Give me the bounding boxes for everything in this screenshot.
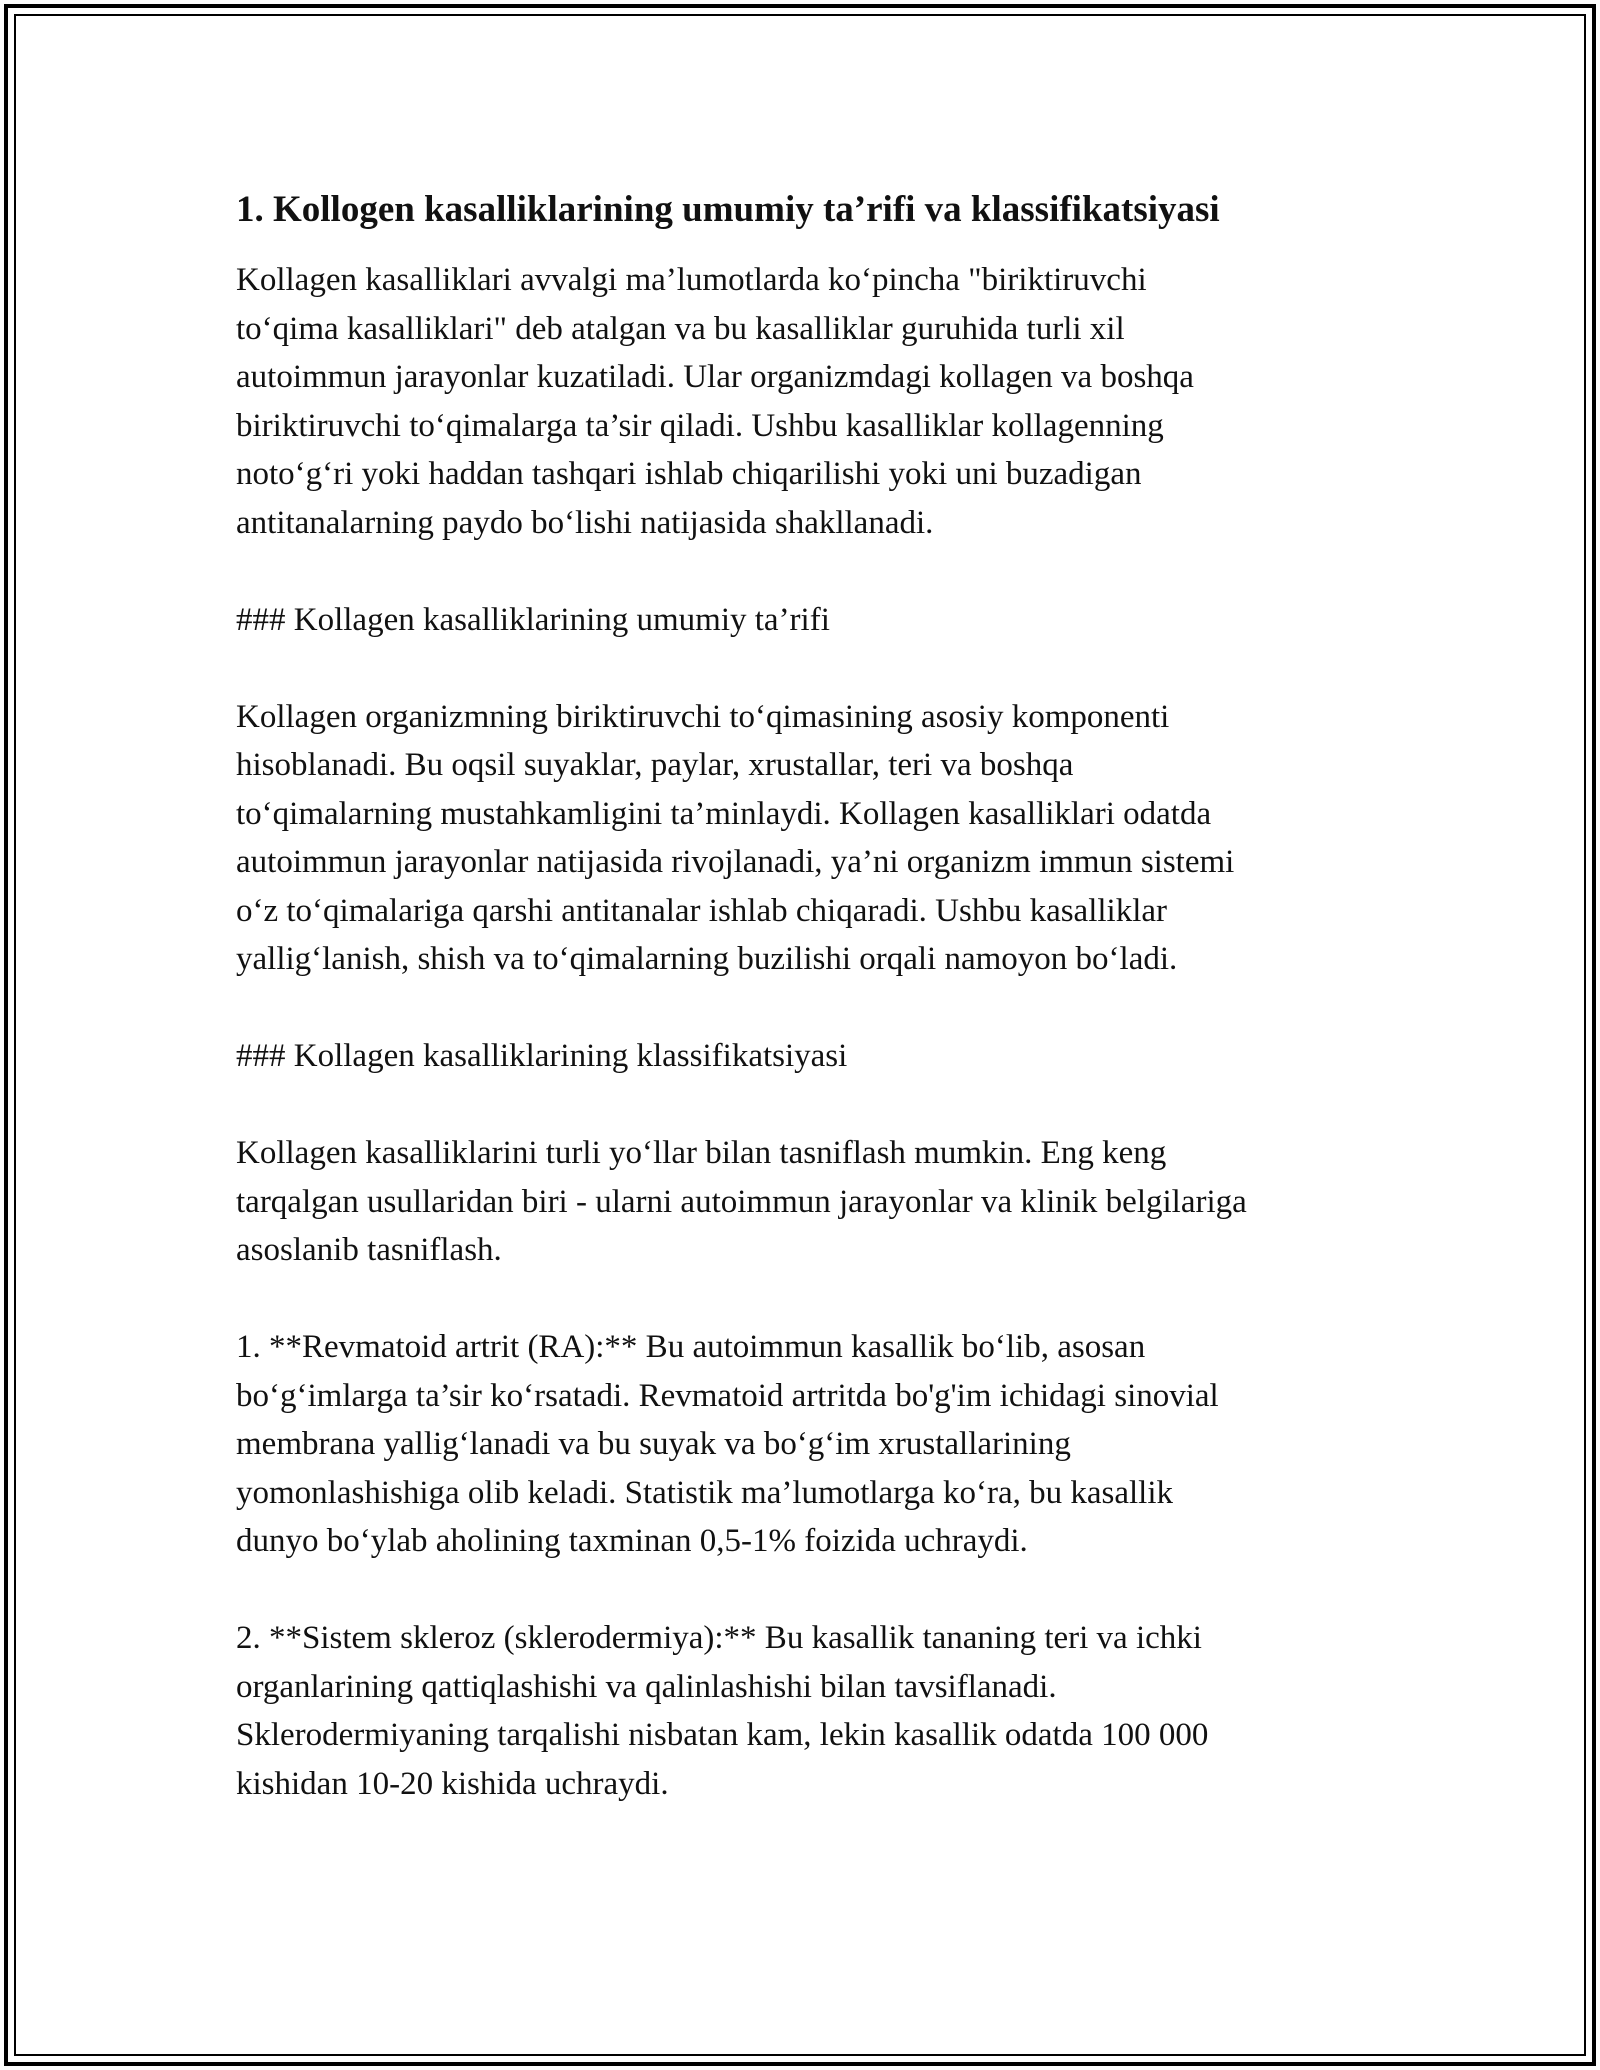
text-line: o‘z to‘qimalariga qarshi antitanalar ishlab chiqaradi. Ushbu kasalliklar [236,892,1168,929]
document-page [236,186,1376,1808]
text-line: ### Kollagen kasalliklarining klassifikatsiyasi [236,1038,848,1074]
list-item-systemic-sclerosis [236,1614,1376,1808]
text-line: bo‘g‘imlarga ta’sir ko‘rsatadi. Revmatoid artritda bo'g'im ichidagi sinovial [236,1377,1219,1414]
text-line: noto‘g‘ri yoki haddan tashqari ishlab chiqarilishi yoki uni buzadigan [236,456,1142,492]
text-line: dunyo bo‘ylab aholining taxminan 0,5-1% foizida uchraydi. [236,1523,1028,1559]
text-line: membrana yallig‘lanadi va bu suyak va bo‘g‘im xrustallarining [236,1426,1071,1462]
text-line: Kollagen organizmning biriktiruvchi to‘qimasining asosiy komponenti [236,698,1170,735]
paragraph-gap [236,1275,1376,1324]
text-line: kishidan 10-20 kishida uchraydi. [236,1765,669,1802]
text-line: Kollagen kasalliklarini turli yo‘llar bilan tasniflash mumkin. Eng keng [236,1135,1167,1171]
text-line: asoslanib tasniflash. [236,1232,502,1268]
text-line: ### Kollagen kasalliklarining umumiy ta’rifi [236,601,830,638]
text-line: hisoblanadi. Bu oqsil suyaklar, paylar, xrustallar, teri va boshqa [236,747,1074,783]
text-line: yallig‘lanish, shish va to‘qimalarning buzilishi orqali namoyon bo‘ladi. [236,941,1178,977]
text-line: autoimmun jarayonlar kuzatiladi. Ular organizmdagi kollagen va boshqa [236,359,1194,395]
text-line: autoimmun jarayonlar natijasida rivojlanadi, ya’ni organizm immun sistemi [236,844,1235,880]
text-line: 1. **Revmatoid artrit (RA):** Bu autoimmun kasallik bo‘lib, asosan [236,1329,1146,1365]
text-line: Sklerodermiyaning tarqalishi nisbatan kam, lekin kasallik odatda 100 000 [236,1717,1209,1753]
text-line: yomonlashishiga olib keladi. Statistik ma’lumotlarga ko‘ra, bu kasallik [236,1474,1173,1511]
classification-paragraph [236,1129,1376,1275]
text-line: organlarining qattiqlashishi va qalinlashishi bilan tavsiflanadi. [236,1668,1057,1705]
paragraph-gap [236,644,1376,693]
paragraph-gap [236,984,1376,1033]
paragraph-gap [236,547,1376,596]
intro-paragraph [236,256,1376,547]
text-line: tarqalgan usullaridan biri - ularni autoimmun jarayonlar va klinik belgilariga [236,1183,1247,1220]
text-line: to‘qimalarning mustahkamligini ta’minlaydi. Kollagen kasalliklari odatda [236,795,1212,832]
text-line: biriktiruvchi to‘qimalarga ta’sir qiladi. Ushbu kasalliklar kollagenning [236,407,1164,444]
text-line: Kollagen kasalliklari avvalgi ma’lumotlarda ko‘pincha "biriktiruvchi [236,262,1147,298]
section-heading-definition [236,596,1376,645]
text-line: to‘qima kasalliklari" deb atalgan va bu kasalliklar guruhida turli xil [236,310,1125,347]
document-title: 1. Kollogen kasalliklarining umumiy ta’rifi va klassifikatsiyasi [236,189,1220,230]
text-line: 2. **Sistem skleroz (sklerodermiya):** Bu kasallik tananing teri va ichki [236,1620,1202,1656]
definition-paragraph [236,693,1376,984]
text-line: antitanalarning paydo bo‘lishi natijasida shakllanadi. [236,504,934,541]
section-heading-classification [236,1032,1376,1081]
paragraph-gap [236,1081,1376,1130]
list-item-rheumatoid-arthritis [236,1323,1376,1566]
paragraph-gap [236,1566,1376,1615]
